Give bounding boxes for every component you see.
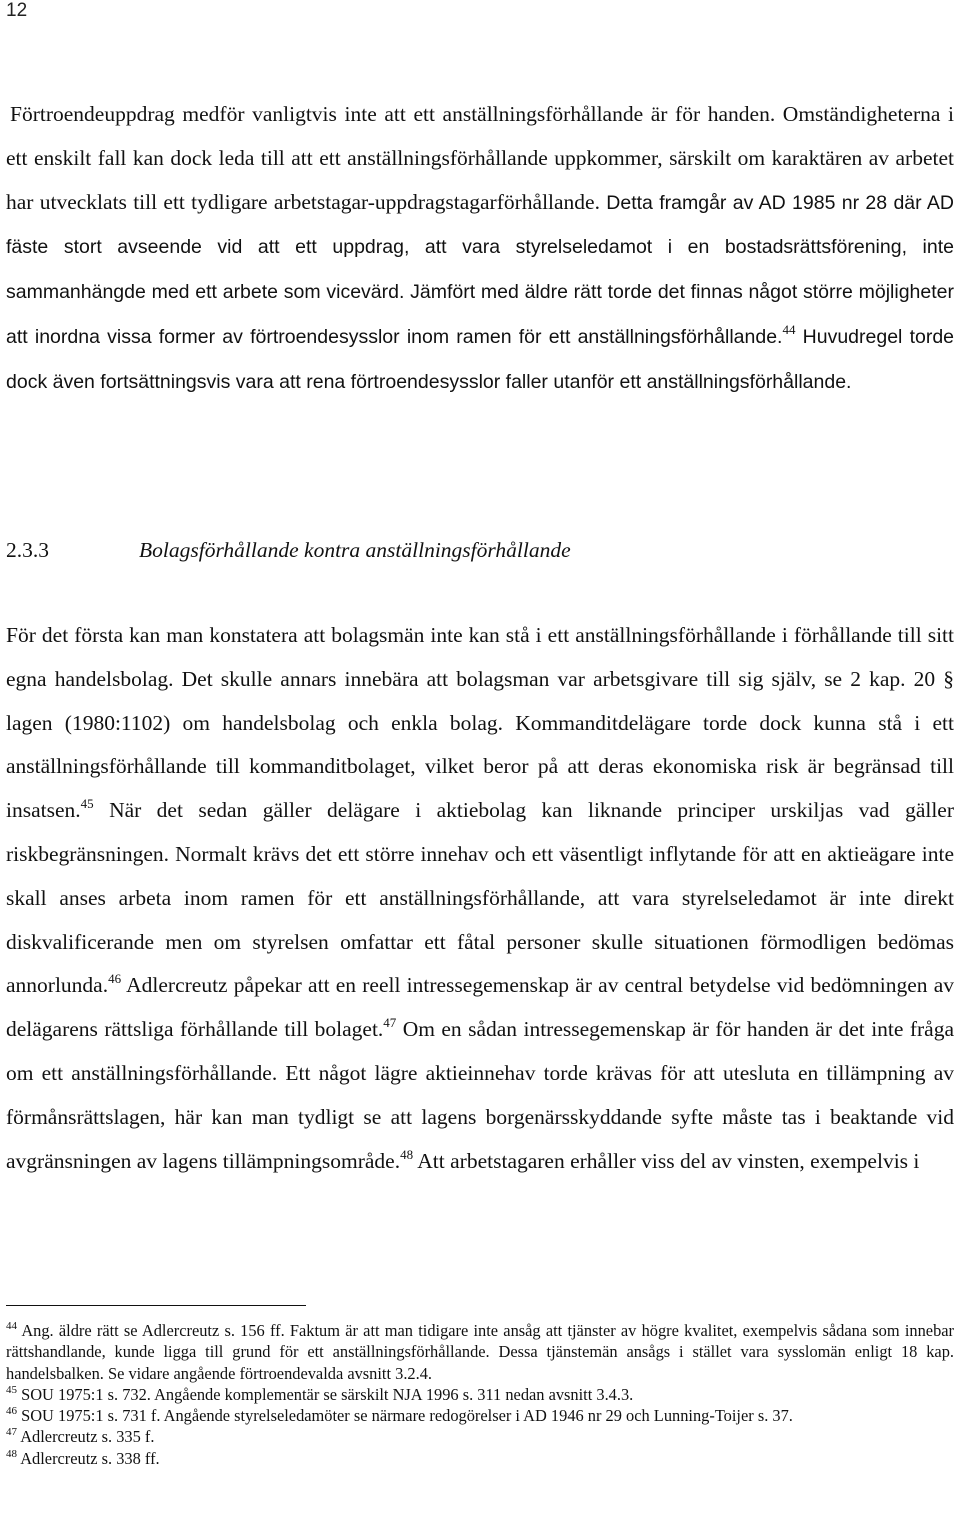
footnote-number: 47: [6, 1426, 17, 1439]
section-number: 2.3.3: [6, 538, 49, 562]
footnote-number: 46: [6, 1405, 17, 1418]
footnote-45: [6, 1384, 954, 1405]
footnote-text: SOU 1975:1 s. 731 f. Angående styrelseledamöter se närmare redogörelser i AD 1946 nr 29 och Lunning-Toijer s. 37.: [21, 1406, 793, 1426]
paragraph-2-part-e: Att arbetstagaren erhåller viss del av vinsten, exempelvis i: [417, 1148, 920, 1173]
paragraph-1-sentence-2: Detta framgår av AD 1985 nr 28 där AD fäste stort avseende vid att ett uppdrag, att vara styrelseledamot i en bostadsrättsförening, inte sammanhängde med ett arbete som vicevärd.: [6, 191, 954, 304]
footnote-text: Adlercreutz s. 335 f.: [20, 1427, 155, 1447]
footnote-text: Ang. äldre rätt se Adlercreutz s. 156 ff. Faktum är att man tidigare inte ansåg att tjänster av högre kvalitet, exempelvis sådana som innebar rättshandlande, kunde ligga till grund för ett anställningsförhållande. Dessa tjänstemän ansågs i stället vara sysslomän enligt 18 kap. handelsbalken. Se vidare angående förtroendevalda avsnitt 3.2.4.: [6, 1321, 954, 1383]
paragraph-2: [6, 614, 954, 1183]
footnote-ref-48: 48: [400, 1146, 414, 1162]
footnote-ref-44: 44: [782, 321, 796, 337]
footnote-number: 44: [6, 1320, 17, 1332]
paragraph-2-part-a: För det första kan man konstatera att bolagsmän inte kan stå i ett anställningsförhållande i förhållande till sitt egna handelsbolag. Det skulle annars innebära att bolagsman var arbetsgivare till sig själv, se 2 kap. 20 § lagen (1980:1102) om handelsbolag och enkla bolag. Kommanditdelägare torde dock kunna stå i ett anställningsförhållande till kommanditbolaget, vilket beror på att deras ekonomiska risk är begränsad till insatsen.: [6, 623, 954, 823]
footnote-number: 48: [6, 1447, 17, 1460]
section-heading: [6, 528, 571, 572]
footnote-48: [6, 1448, 954, 1469]
paragraph-2-part-d: Om en sådan intressegemenskap är för handen är det inte fråga om ett anställningsförhållande. Ett något lägre aktieinnehav torde krävas för att utesluta en tillämpning av förmånsrättslagen, här kan man tydligt se att lagens borgenärsskyddande syfte måste tas i beaktande vid avgränsningen av lagens tillämpningsområde.: [6, 1017, 955, 1173]
footnote-44: [6, 1320, 954, 1384]
section-title: Bolagsförhållande kontra anställningsförhållande: [139, 538, 571, 562]
paragraph-2-part-c: Adlercreutz påpekar att en reell intressegemenskap är av central betydelse vid bedömningen av delägarens rättsliga förhållande till bolaget.: [6, 973, 954, 1042]
footnote-46: [6, 1405, 954, 1426]
paragraph-1-sentence-4: Huvudregel torde dock även fortsättningsvis vara att rena förtroendesysslor faller utanför ett anställningsförhållande.: [6, 325, 955, 393]
paragraph-1-sentence-1: Förtroendeuppdrag medför vanligtvis inte att ett anställningsförhållande är för handen. Omständigheterna i ett enskilt fall kan dock leda till att ett anställningsförhållande uppkommer, särskilt om karaktären av arbetet har utvecklats till ett tydligare arbetstagar-uppdragstagarförhållande.: [6, 102, 954, 214]
footnote-separator: [6, 1305, 306, 1306]
page-number: 12: [6, 0, 28, 21]
footnote-ref-47: 47: [383, 1015, 397, 1031]
footnote-47: [6, 1426, 954, 1447]
footnote-ref-45: 45: [80, 796, 94, 812]
footnote-number: 45: [6, 1383, 17, 1396]
footnote-text: Adlercreutz s. 338 ff.: [20, 1448, 160, 1468]
paragraph-2-part-b: När det sedan gäller delägare i aktiebolag kan liknande principer urskiljas vad gäller riskbegränsningen. Normalt krävs det ett större innehav och ett väsentligt inflytande för att en aktieägare inte skall anses arbeta inom ramen för ett anställningsförhållande, att vara styrelseledamot är inte direkt diskvalificerande men om styrelsen omfattar ett fåtal personer skulle situationen förmodligen bedömas annorlunda.: [6, 798, 955, 998]
paragraph-1-sentence-3: Jämfört med äldre rätt torde det finnas något större möjligheter att inordna vissa former av förtroendesysslor inom ramen för ett anställningsförhållande.: [6, 281, 954, 348]
footnote-text: SOU 1975:1 s. 732. Angående komplementär se särskilt NJA 1996 s. 311 nedan avsnitt 3.4.3.: [21, 1384, 634, 1404]
paragraph-1: [6, 93, 954, 405]
footnote-ref-46: 46: [108, 971, 122, 987]
footnotes: [6, 1320, 954, 1469]
